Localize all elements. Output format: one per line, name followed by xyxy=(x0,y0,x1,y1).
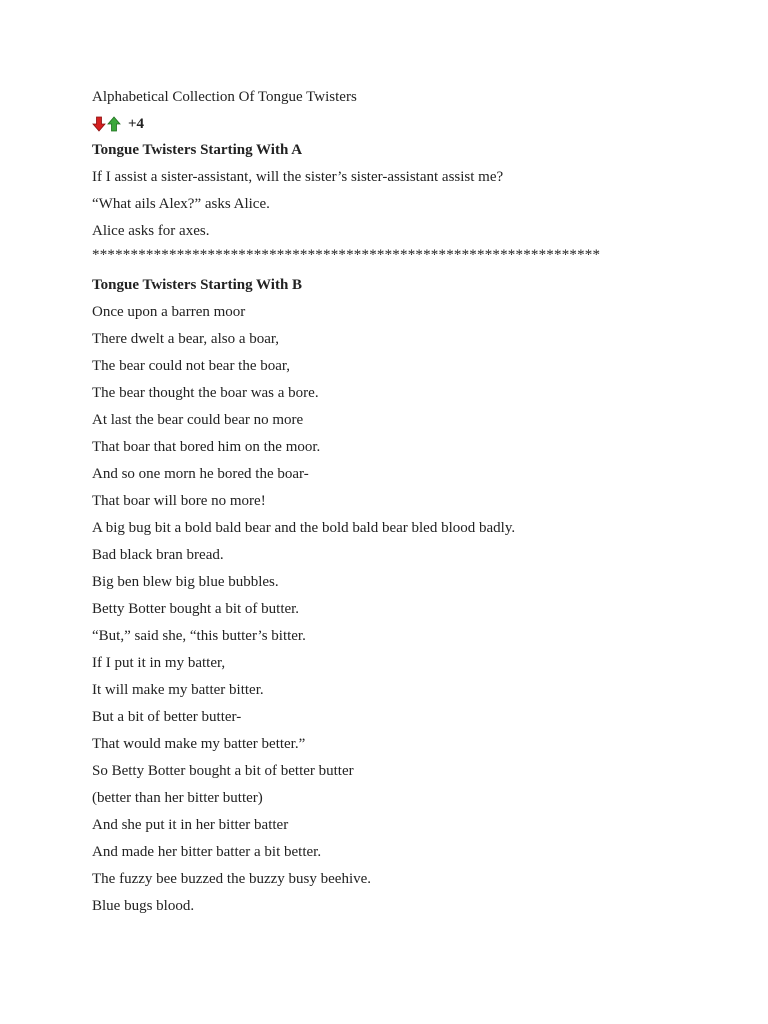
section-a-heading: Tongue Twisters Starting With A xyxy=(92,142,303,158)
section-a-line: “What ails Alex?” asks Alice. xyxy=(92,196,270,212)
section-b-line: If I put it in my batter, xyxy=(92,655,226,671)
section-b-heading: Tongue Twisters Starting With B xyxy=(92,277,303,293)
vote-score: +4 xyxy=(128,115,145,132)
document-page xyxy=(92,84,732,920)
section-b-line: And she put it in her bitter batter xyxy=(92,817,289,833)
section-b-line: The bear could not bear the boar, xyxy=(92,358,291,374)
section-b-line: It will make my batter bitter. xyxy=(92,682,264,698)
document-title: Alphabetical Collection Of Tongue Twisters xyxy=(92,89,357,105)
separator-line: ****************************************************************** xyxy=(92,247,601,263)
section-b-line: Once upon a barren moor xyxy=(92,304,246,320)
section-b-line: That would make my batter better.” xyxy=(92,736,306,752)
section-b-line: And made her bitter batter a bit better. xyxy=(92,844,322,860)
section-b-line: So Betty Botter bought a bit of better butter xyxy=(92,763,354,779)
section-a-line: Alice asks for axes. xyxy=(92,223,210,239)
section-b-line: But a bit of better butter- xyxy=(92,709,242,725)
section-b-line: That boar that bored him on the moor. xyxy=(92,439,321,455)
vote-down-icon[interactable] xyxy=(92,116,106,132)
vote-widget xyxy=(92,111,732,137)
section-b-line: (better than her bitter butter) xyxy=(92,790,263,806)
section-b-line: A big bug bit a bold bald bear and the bold bald bear bled blood badly. xyxy=(92,520,516,536)
section-b-line: And so one morn he bored the boar- xyxy=(92,466,309,482)
section-b-line: The bear thought the boar was a bore. xyxy=(92,385,319,401)
section-b-line: That boar will bore no more! xyxy=(92,493,266,509)
section-b-line: There dwelt a bear, also a boar, xyxy=(92,331,280,347)
section-b-line: “But,” said she, “this butter’s bitter. xyxy=(92,628,306,644)
section-b-line: Big ben blew big blue bubbles. xyxy=(92,574,279,590)
vote-up-icon[interactable] xyxy=(107,116,121,132)
section-b-line: Betty Botter bought a bit of butter. xyxy=(92,601,300,617)
section-b-line: Bad black bran bread. xyxy=(92,547,224,563)
section-b-line: Blue bugs blood. xyxy=(92,898,195,914)
section-a-line: If I assist a sister-assistant, will the sister’s sister-assistant assist me? xyxy=(92,169,504,185)
section-b-line: The fuzzy bee buzzed the buzzy busy beehive. xyxy=(92,871,372,887)
section-b-line: At last the bear could bear no more xyxy=(92,412,304,428)
